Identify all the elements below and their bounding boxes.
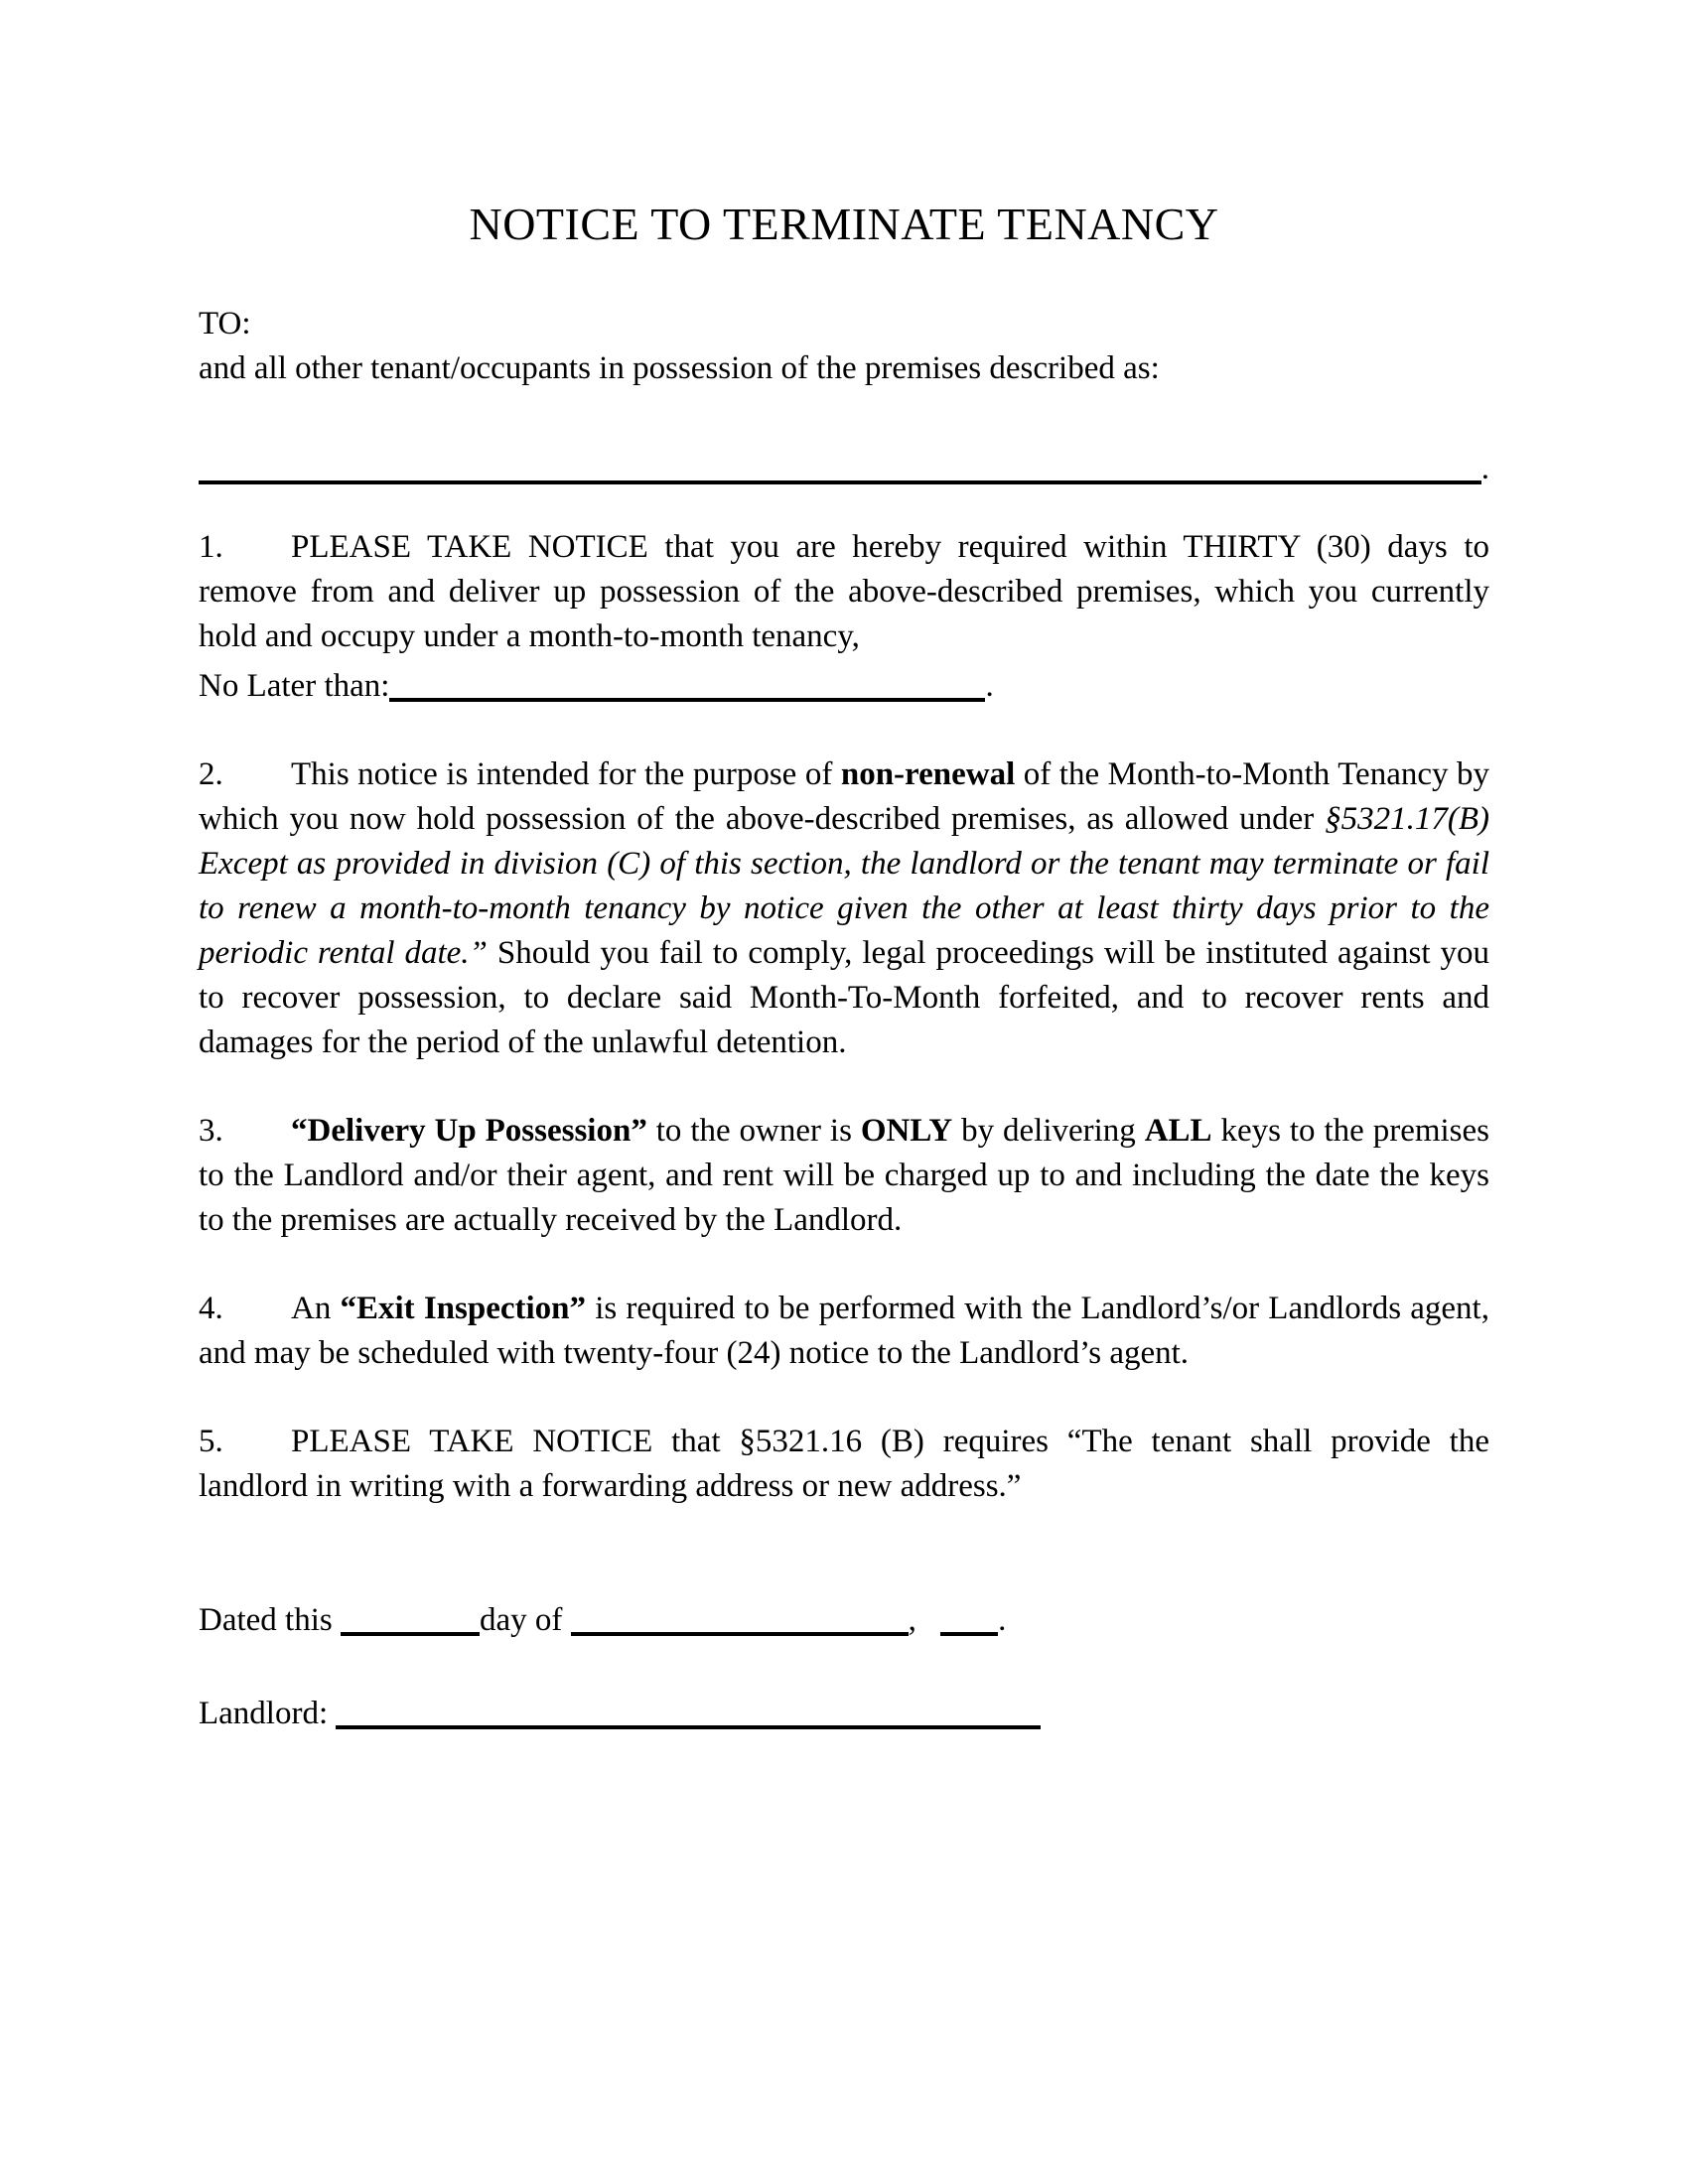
text-run: PLEASE TAKE NOTICE that you are hereby required within THIRTY (30) days to remove from and deliver up possession of the above-described premises, which you currently hold and occupy under a month-to-month tenancy, [199, 529, 1489, 654]
text-run: An [291, 1291, 341, 1326]
no-later-line [199, 659, 1489, 709]
text-run: Should you fail to comply, legal proceedings will be instituted against you to recover possession, to declare said Month-To-Month forfeited, and to recover rents and damages for the period of the unlawful detention. [199, 935, 1489, 1060]
text-run-bold: “Exit Inspection” [340, 1291, 587, 1326]
landlord-line [199, 1687, 1489, 1736]
text-run-bold: ALL [1144, 1113, 1212, 1149]
text-run-bold: ONLY [860, 1113, 953, 1149]
text-run-bold: “Delivery Up Possession” [291, 1113, 647, 1149]
dated-day-blank [341, 1599, 480, 1636]
address-terminator: . [1480, 451, 1489, 486]
recipient-block [199, 302, 1489, 391]
text-run: keys to the premises to the Landlord and/or their agent, and rent will be charged up to and including the date the keys to the premises are actually received by the Landlord. [199, 1113, 1490, 1238]
landlord-label: Landlord: [199, 1696, 337, 1731]
paragraph-2 [199, 752, 1489, 1065]
dated-terminator: . [998, 1602, 1007, 1638]
landlord-signature-blank [336, 1693, 1041, 1729]
dated-comma: , [908, 1602, 925, 1638]
premises-address-blank [199, 443, 1481, 484]
text-run-bold: non-renewal [840, 756, 1016, 792]
recipient-description: and all other tenant/occupants in possession of the premises described as: [199, 350, 1160, 386]
paragraph-4 [199, 1287, 1489, 1376]
text-run-italic: §5321.17(B) Except as provided in division (C) of this section, the landlord or the tenant may terminate or fail to renew a month-to-month tenancy by notice given the other at least thirty days prior to the periodic rental date.” [199, 801, 1489, 971]
no-later-terminator: . [985, 668, 994, 704]
premises-address-line [199, 437, 1489, 486]
dated-line [199, 1593, 1489, 1643]
text-run: by delivering [952, 1113, 1145, 1149]
paragraph-1 [199, 525, 1489, 709]
dated-prefix: Dated this [199, 1602, 341, 1638]
text-run: is required to be performed with the Landlord’s/or Landlords agent, and may be scheduled with twenty-four (24) notice to the Landlord’s agent. [199, 1291, 1489, 1371]
paragraph-3 [199, 1109, 1489, 1243]
document-title: NOTICE TO TERMINATE TENANCY [469, 199, 1219, 249]
paragraph-number: 3. [199, 1113, 223, 1149]
to-label: TO: [199, 306, 251, 341]
text-run: to the owner is [646, 1113, 861, 1149]
no-later-date-blank [389, 665, 985, 702]
dated-year-blank [940, 1599, 998, 1636]
text-run: PLEASE TAKE NOTICE that §5321.16 (B) requires “The tenant shall provide the landlord in writing with a forwarding address or new address.” [199, 1424, 1489, 1504]
paragraph-number: 2. [199, 756, 223, 792]
paragraph-number: 1. [199, 529, 223, 565]
paragraph-number: 4. [199, 1291, 223, 1326]
day-of-label: day of [479, 1602, 571, 1638]
text-run: This notice is intended for the purpose of [291, 756, 841, 792]
paragraph-5 [199, 1420, 1489, 1509]
no-later-label: No Later than: [199, 668, 390, 704]
dated-month-blank [571, 1599, 909, 1636]
text-run: of the Month-to-Month Tenancy by which you now hold possession of the above-described premises, as allowed under [199, 756, 1490, 837]
paragraph-number: 5. [199, 1424, 223, 1459]
